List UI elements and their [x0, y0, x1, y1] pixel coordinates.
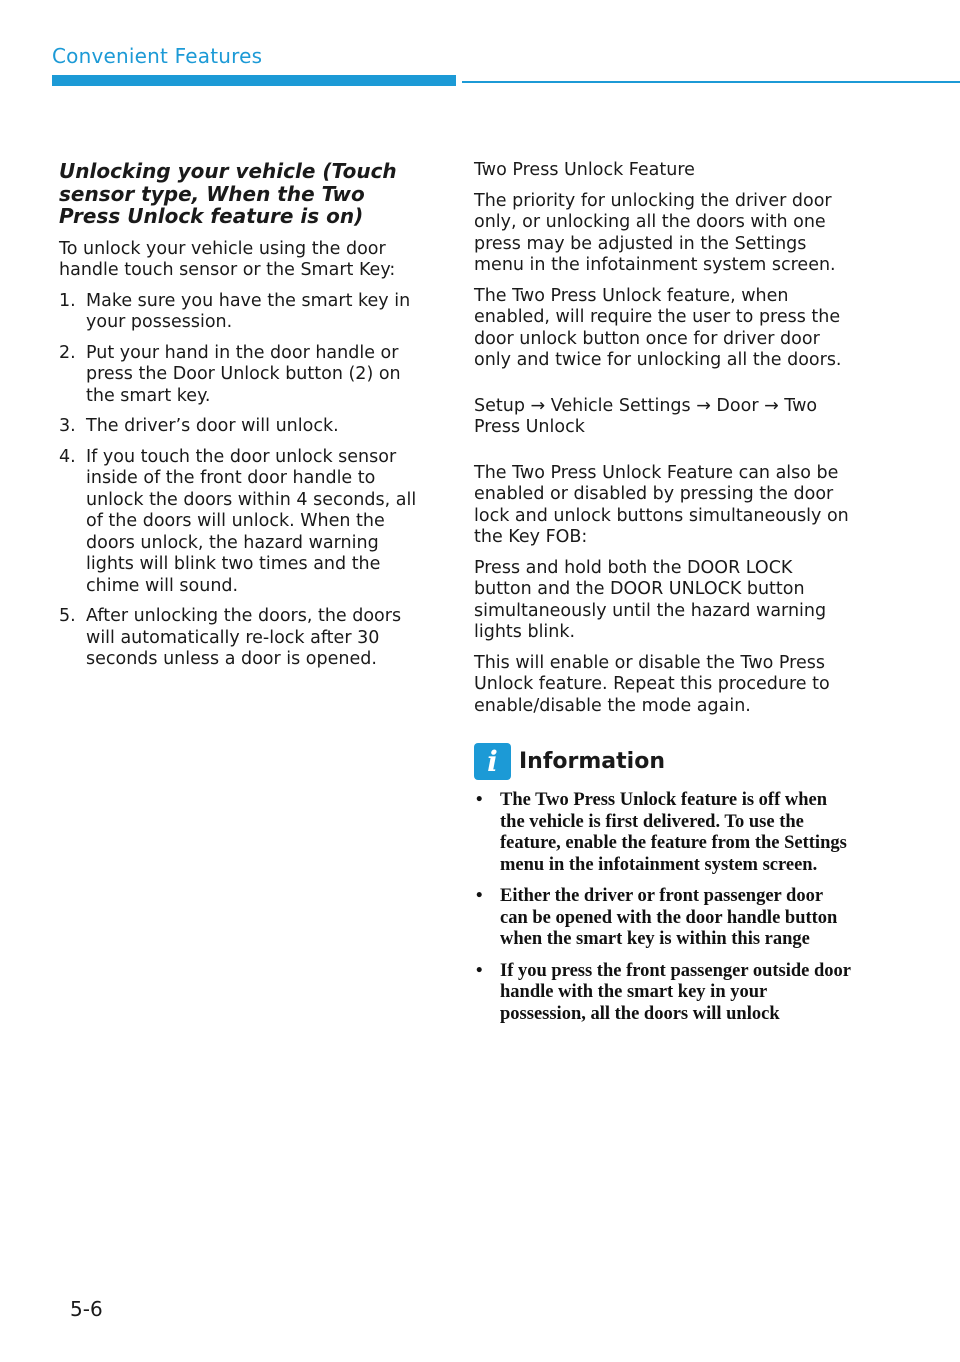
right-column [474, 160, 854, 1035]
press-hold-paragraph: Press and hold both the DOOR LOCK button and the DOOR UNLOCK button simultaneously until the hazard warning lights blink. [474, 557, 827, 642]
step-item [59, 606, 429, 671]
header-rule-thick [52, 75, 456, 86]
info-list-item [474, 790, 854, 876]
step-number: 4. [59, 446, 76, 467]
step-text: The driver’s door will unlock. [86, 416, 339, 436]
bullet: • [476, 886, 483, 906]
step-text: Put your hand in the door handle or press the Door Unlock button (2) on the smart key. [86, 342, 401, 406]
step-item [59, 416, 429, 438]
info-list-item [474, 886, 854, 951]
bullet: • [476, 790, 483, 810]
enabled-paragraph: The Two Press Unlock feature, when enabled, will require the user to press the door unlock button once for driver door only and twice for unlocking all the doors. [474, 285, 842, 370]
bullet: • [476, 960, 483, 981]
unlocking-intro: To unlock your vehicle using the door handle touch sensor or the Smart Key: [59, 238, 396, 280]
unlocking-steps [59, 291, 429, 671]
info-text: The Two Press Unlock feature is off when the vehicle is first delivered. To use the feature, enable the feature from the Settings menu in the infotainment system screen. [500, 790, 847, 875]
step-number: 5. [59, 606, 76, 626]
info-icon: i [474, 743, 511, 780]
step-number: 1. [59, 290, 76, 311]
step-number: 2. [59, 342, 76, 363]
section-title: Convenient Features [52, 44, 263, 68]
step-text: Make sure you have the smart key in your possession. [86, 290, 411, 332]
information-title: Information [519, 749, 665, 774]
repeat-paragraph: This will enable or disable the Two Press Unlock feature. Repeat this procedure to enable/disable the mode again. [474, 652, 830, 716]
step-text: After unlocking the doors, the doors will automatically re-lock after 30 seconds unless a door is opened. [86, 606, 402, 669]
information-list [474, 790, 854, 1025]
priority-paragraph: The priority for unlocking the driver door only, or unlocking all the doors with one press may be adjusted in the Settings menu in the infotainment system screen. [474, 190, 836, 275]
info-text: If you press the front passenger outside door handle with the smart key in your possession, all the doors will unlock [500, 960, 851, 1024]
information-header [474, 743, 854, 780]
fob-paragraph: The Two Press Unlock Feature can also be enabled or disabled by pressing the door lock and unlock buttons simultaneously on the Key FOB: [474, 462, 849, 547]
step-text: If you touch the door unlock sensor inside of the front door handle to unlock the doors within 4 seconds, all of the doors will unlock. When the doors unlock, the hazard warning lights will blink two times and the chime will sound. [86, 446, 417, 596]
step-item [59, 291, 429, 334]
menu-path: Setup → Vehicle Settings → Door → Two Press Unlock [474, 395, 818, 437]
left-column [59, 160, 429, 680]
page-number: 5-6 [70, 1297, 103, 1321]
step-item [59, 447, 429, 598]
info-list-item [474, 961, 854, 1026]
step-number: 3. [59, 416, 76, 436]
feature-title: Two Press Unlock Feature [474, 160, 695, 180]
unlocking-heading: Unlocking your vehicle (Touch sensor type, When the Two Press Unlock feature is on) [59, 159, 397, 228]
info-text: Either the driver or front passenger door can be opened with the door handle button when the smart key is within this range [500, 886, 838, 949]
header-rule-thin [462, 81, 960, 83]
step-item [59, 343, 429, 408]
